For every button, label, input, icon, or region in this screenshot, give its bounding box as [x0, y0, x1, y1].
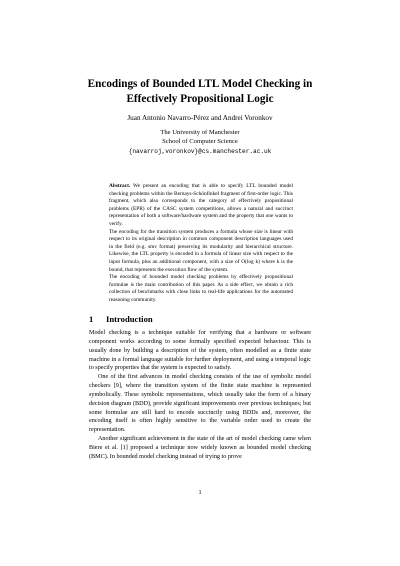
- abstract-paragraph-1: [109, 183, 293, 229]
- paper-authors: Juan Antonio Navarro-Pérez and Andrei Voronkov: [127, 114, 273, 122]
- body-text: [89, 329, 311, 462]
- page-number: 1: [198, 489, 202, 496]
- title-line-2: Effectively Propositional Logic: [126, 93, 274, 105]
- body-paragraph-3: Another significant achievement in the state of the art of model checking came when Biere et al. [1] proposed a technique now widely known as bounded model checking (BMC). In bounded model checking instead of trying to prove: [89, 436, 311, 460]
- abstract: [109, 183, 293, 305]
- author-emails: {navarroj,voronkov}@cs.manchester.ac.uk: [128, 147, 272, 155]
- section-heading: [89, 314, 153, 324]
- department: School of Computer Science: [162, 138, 238, 146]
- paper-title: [60, 77, 340, 107]
- affiliation-block: [60, 128, 340, 156]
- section-number: 1: [89, 314, 94, 324]
- body-paragraph-2: One of the first advances in model checking consists of the use of symbolic model checkers [9], where the transition system of the finite state machine is represented symbolically. These symbolic representations, which usually take the form of a binary decision diagram (BDD), provide significant improvements over previous techniques; but some formulae are still hard to encode succinctly using BDDs and, moreover, the encoding itself is often highly sensitive to the variable order used to create the representation.: [89, 374, 311, 434]
- section-title: Introduction: [106, 314, 153, 324]
- abstract-paragraph-3: The encoding of bounded model checking problems by effectively propositional formulae is the main contribution of this paper. As a side effect, we obtain a rich collection of benchmarks with close links to real-life applications for the automated reasoning community.: [109, 274, 293, 303]
- abstract-label: Abstract.: [109, 183, 131, 189]
- abstract-paragraph-2: The encoding for the transition system produces a formula whose size is linear with respect to its original description in common component description languages used in the field (e.g. smv format) preserving its modularity and hierarchical structure. Likewise, the LTL property is encoded in a formula of linear size with respect to the input formula, plus an additional component, with a size of O(log k) where k is the bound, that represents the execution flow of the system.: [109, 228, 293, 273]
- body-paragraph-1: Model checking is a technique suitable for verifying that a hardware or software component works according to some formally specified expected behaviour. This is usually done by building a description of the system, often modelled as a finite state machine in a formal language suitable for further deployment, and using a temporal logic to specify properties that the system is expected to satisfy.: [89, 330, 311, 372]
- title-line-1: Encodings of Bounded LTL Model Checking in: [87, 78, 313, 90]
- abstract-text-1: We present an encoding that is able to specify LTL bounded model checking problems within the Bernays-Schönfinkel fragment of first-order logic. This fragment, which also corresponds to the category of effectively propositional problems (EPR) of the CASC system competitions, allows a natural and succinct representation of both a software/hardware system and the property that one wants to verify.: [109, 183, 293, 227]
- institution: The University of Manchester: [160, 129, 240, 136]
